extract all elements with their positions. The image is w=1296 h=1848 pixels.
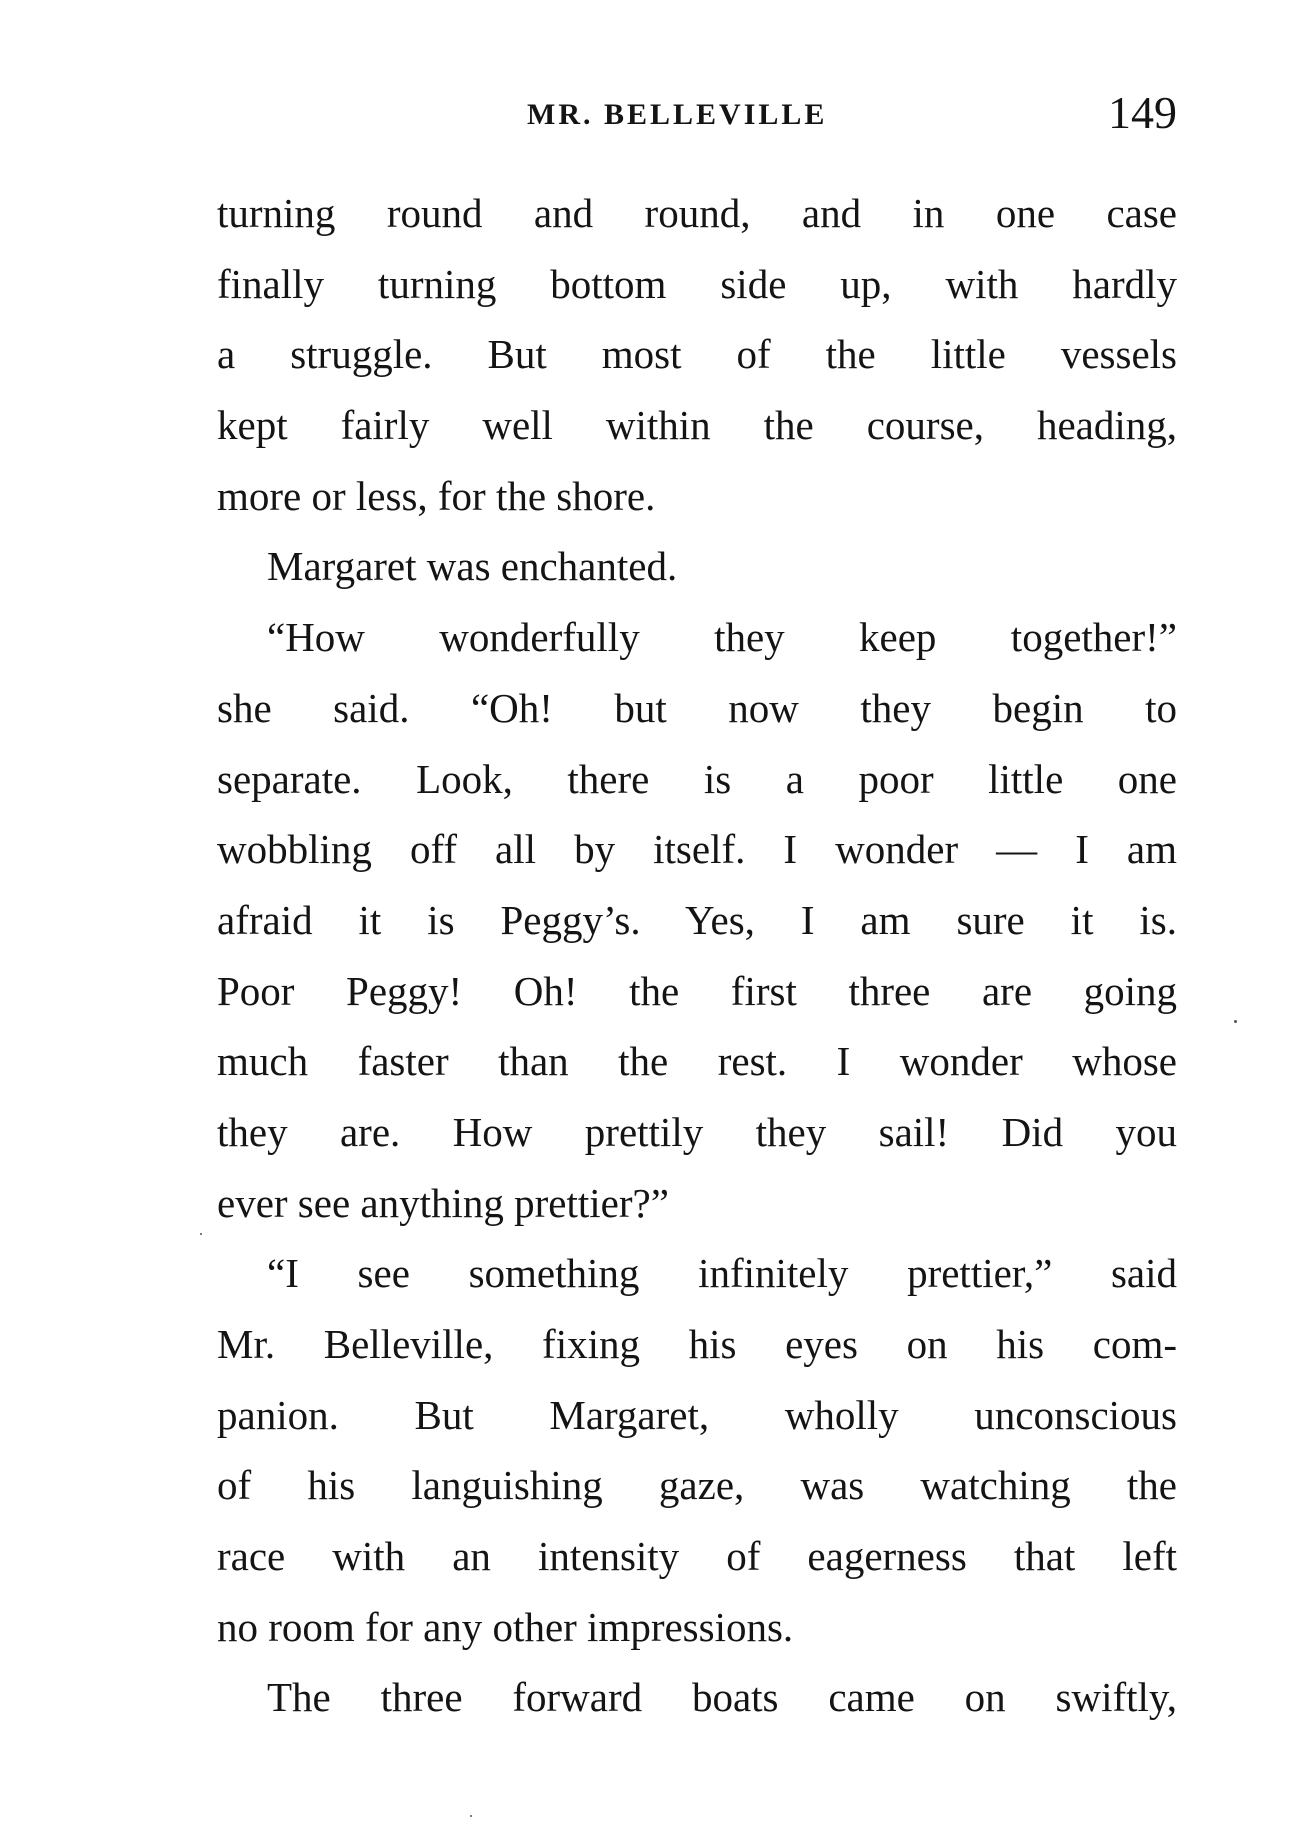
text-line: The three forward boats came on swiftly,	[267, 1674, 1177, 1721]
text-line: she said. “Oh! but now they begin to	[217, 684, 1177, 731]
text-line: of his languishing gaze, was watching the	[217, 1462, 1177, 1509]
paragraph	[217, 178, 1177, 531]
text-line: “I see something infinitely prettier,” said	[267, 1250, 1177, 1297]
text-line: more or less, for the shore.	[217, 472, 656, 519]
text-line: Mr. Belleville, fixing his eyes on his com-	[217, 1321, 1177, 1367]
text-line: Margaret was enchanted.	[267, 543, 678, 590]
paragraph	[217, 1238, 1177, 1662]
paragraph	[217, 531, 1177, 602]
paragraph	[217, 602, 1177, 1238]
text-line: panion. But Margaret, wholly unconscious	[217, 1391, 1177, 1438]
text-line: no room for any other impressions.	[217, 1603, 794, 1650]
page-number: 149	[1108, 87, 1177, 138]
text-line: turning round and round, and in one case	[217, 190, 1177, 236]
paragraph	[217, 1662, 1177, 1733]
text-line: “How wonderfully they keep together!”	[267, 614, 1177, 661]
running-title: MR. BELLEVILLE	[527, 98, 828, 131]
text-line: much faster than the rest. I wonder whose	[217, 1038, 1177, 1085]
text-line: they are. How prettily they sail! Did you	[217, 1108, 1177, 1155]
text-line: separate. Look, there is a poor little one	[217, 755, 1177, 802]
running-head	[217, 86, 1177, 146]
paper-speck	[1234, 1020, 1237, 1023]
text-line: a struggle. But most of the little vessels	[217, 331, 1177, 378]
paper-speck	[200, 1233, 202, 1235]
text-line: Poor Peggy! Oh! the first three are going	[217, 967, 1177, 1014]
text-line: finally turning bottom side up, with hardly	[217, 260, 1177, 307]
text-line: ever see anything prettier?”	[217, 1179, 669, 1226]
paper-speck	[470, 1815, 472, 1817]
body-text	[217, 178, 1177, 1733]
text-line: race with an intensity of eagerness that left	[217, 1533, 1177, 1580]
text-line: wobbling off all by itself. I wonder — I am	[217, 826, 1177, 873]
text-line: afraid it is Peggy’s. Yes, I am sure it is.	[217, 896, 1177, 943]
text-line: kept fairly well within the course, heading,	[217, 402, 1177, 449]
